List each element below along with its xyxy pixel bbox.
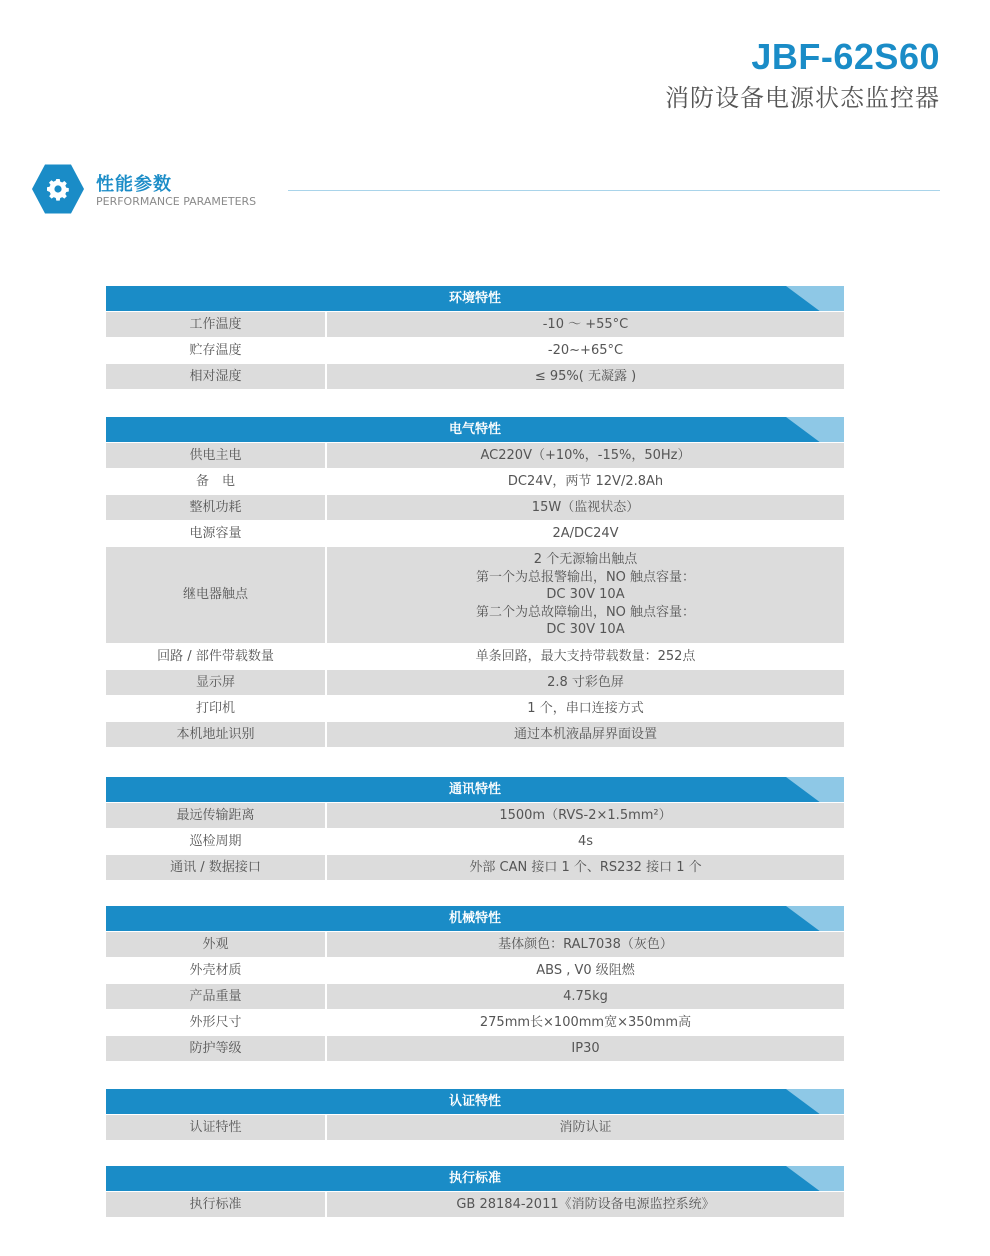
table-row: [106, 855, 844, 880]
row-label: 认证特性: [106, 1115, 325, 1140]
table-row: [106, 644, 844, 669]
table-row: [106, 443, 844, 468]
row-value: 消防认证: [327, 1115, 844, 1140]
spec-table-standard: [106, 1166, 844, 1217]
row-label: 继电器触点: [106, 547, 325, 643]
row-label: 回路 / 部件带载数量: [106, 644, 325, 669]
table-row: [106, 803, 844, 828]
row-value: DC24V，两节 12V/2.8Ah: [327, 469, 844, 494]
row-label: 外观: [106, 932, 325, 957]
row-value: 1 个，串口连接方式: [327, 696, 844, 721]
row-value: 275mm长×100mm宽×350mm高: [327, 1010, 844, 1035]
row-label: 执行标准: [106, 1192, 325, 1217]
row-value: IP30: [327, 1036, 844, 1061]
table-row: [106, 1036, 844, 1061]
row-label: 本机地址识别: [106, 722, 325, 747]
table-row: [106, 1115, 844, 1140]
section-title: 性能参数: [96, 174, 172, 195]
row-value: ≤ 95%( 无凝露 ): [327, 364, 844, 389]
table-row: [106, 312, 844, 337]
table-row: [106, 722, 844, 747]
table-header: [106, 286, 844, 311]
table-header: [106, 1089, 844, 1114]
section-subtitle: PERFORMANCE PARAMETERS: [96, 195, 257, 208]
row-label: 通讯 / 数据接口: [106, 855, 325, 880]
row-label: 产品重量: [106, 984, 325, 1009]
table-row: [106, 495, 844, 520]
row-label: 打印机: [106, 696, 325, 721]
row-label: 显示屏: [106, 670, 325, 695]
row-value: 基体颜色：RAL7038（灰色）: [327, 932, 844, 957]
row-label: 备 电: [106, 469, 325, 494]
row-value: ABS , V0 级阻燃: [327, 958, 844, 983]
row-value: 2A/DC24V: [327, 521, 844, 546]
table-header: [106, 1166, 844, 1191]
row-value: 4s: [327, 829, 844, 854]
spec-table-communication: [106, 777, 844, 880]
table-row: [106, 696, 844, 721]
table-title: 机械特性: [448, 911, 501, 926]
row-value: 外部 CAN 接口 1 个、RS232 接口 1 个: [327, 855, 844, 880]
row-value: -10 ～ +55°C: [327, 312, 844, 337]
table-title: 通讯特性: [448, 782, 501, 797]
row-value: 2 个无源输出触点 第一个为总报警输出，NO 触点容量： DC 30V 10A 第二个为总故障输出，NO 触点容量： DC 30V 10A: [327, 547, 844, 643]
row-label: 外形尺寸: [106, 1010, 325, 1035]
row-value: 4.75kg: [327, 984, 844, 1009]
row-label: 电源容量: [106, 521, 325, 546]
spec-table-electrical: [106, 417, 844, 747]
table-title: 执行标准: [448, 1171, 501, 1186]
row-label: 贮存温度: [106, 338, 325, 363]
table-row: [106, 469, 844, 494]
row-label: 供电主电: [106, 443, 325, 468]
gear-icon: [32, 163, 84, 215]
table-title: 环境特性: [448, 291, 501, 306]
product-name: 消防设备电源状态监控器: [665, 84, 940, 112]
row-label: 工作温度: [106, 312, 325, 337]
section-divider: [288, 190, 940, 191]
row-value: 15W（监视状态）: [327, 495, 844, 520]
row-label: 相对湿度: [106, 364, 325, 389]
table-row: [106, 958, 844, 983]
table-row: [106, 521, 844, 546]
row-label: 整机功耗: [106, 495, 325, 520]
spec-table-certification: [106, 1089, 844, 1140]
spec-table-environment: [106, 286, 844, 389]
section-header: [32, 160, 942, 220]
row-value: 1500m（RVS-2×1.5mm²）: [327, 803, 844, 828]
row-label: 巡检周期: [106, 829, 325, 854]
table-title: 认证特性: [448, 1094, 501, 1109]
table-header: [106, 906, 844, 931]
row-value: 通过本机液晶屏界面设置: [327, 722, 844, 747]
row-label: 防护等级: [106, 1036, 325, 1061]
table-row: [106, 547, 844, 643]
table-header: [106, 417, 844, 442]
product-model: JBF-62S60: [751, 36, 940, 77]
table-row: [106, 670, 844, 695]
row-value: AC220V（+10%，-15%，50Hz）: [327, 443, 844, 468]
row-value: 2.8 寸彩色屏: [327, 670, 844, 695]
row-value: -20~+65°C: [327, 338, 844, 363]
row-value: 单条回路，最大支持带载数量：252点: [327, 644, 844, 669]
row-label: 最远传输距离: [106, 803, 325, 828]
table-row: [106, 338, 844, 363]
table-row: [106, 1192, 844, 1217]
table-row: [106, 829, 844, 854]
table-header: [106, 777, 844, 802]
table-title: 电气特性: [448, 422, 501, 437]
table-row: [106, 364, 844, 389]
spec-table-mechanical: [106, 906, 844, 1061]
row-value: GB 28184-2011《消防设备电源监控系统》: [327, 1192, 844, 1217]
row-label: 外壳材质: [106, 958, 325, 983]
table-row: [106, 932, 844, 957]
table-row: [106, 984, 844, 1009]
table-row: [106, 1010, 844, 1035]
